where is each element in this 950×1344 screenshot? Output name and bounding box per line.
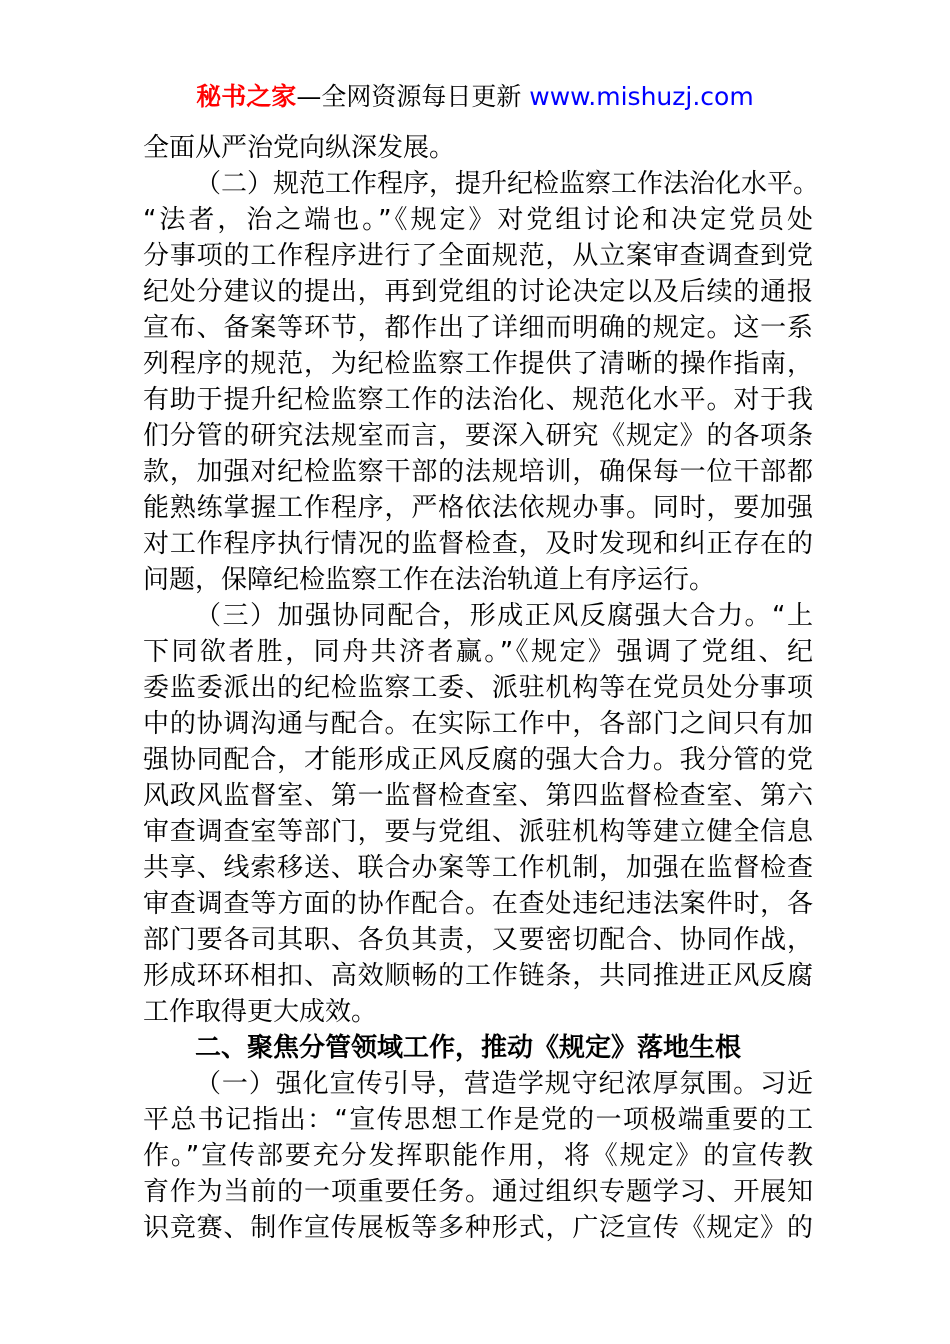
text-line: 下同欲者胜，同舟共济者赢。”《规定》强调了党组、纪 <box>143 637 813 667</box>
text-line: 形成环环相扣、高效顺畅的工作链条，共同推进正风反腐 <box>143 961 813 991</box>
site-header <box>0 80 950 114</box>
site-brand: 秘书之家 <box>196 82 297 111</box>
text-line: 宣布、备案等环节，都作出了详细而明确的规定。这一系 <box>143 313 813 343</box>
text-line: 审查调查等方面的协作配合。在查处违纪违法案件时，各 <box>143 889 813 919</box>
document-body <box>143 130 820 1246</box>
text-line: 共享、线索移送、联合办案等工作机制，加强在监督检查 <box>143 853 813 883</box>
text-line: 平总书记指出：“宣传思想工作是党的一项极端重要的工 <box>143 1105 813 1135</box>
text-line: （一）强化宣传引导，营造学规守纪浓厚氛围。习近 <box>195 1069 813 1099</box>
text-line: 作。”宣传部要充分发挥职能作用，将《规定》的宣传教 <box>143 1141 813 1171</box>
text-line: 款，加强对纪检监察干部的法规培训，确保每一位干部都 <box>143 457 813 487</box>
text-line: （三）加强协同配合，形成正风反腐强大合力。“上 <box>195 601 813 631</box>
text-line: 委监委派出的纪检监察工委、派驻机构等在党员处分事项 <box>143 673 813 703</box>
text-line: 风政风监督室、第一监督检查室、第四监督检查室、第六 <box>143 781 813 811</box>
text-line: 部门要各司其职、各负其责，又要密切配合、协同作战， <box>143 925 813 955</box>
text-line: 纪处分建议的提出，再到党组的讨论决定以及后续的通报 <box>143 277 813 307</box>
site-url-link[interactable]: www.mishuzj.com <box>529 82 754 111</box>
text-line: （二）规范工作程序，提升纪检监察工作法治化水平。 <box>195 169 820 199</box>
text-line: 审查调查室等部门，要与党组、派驻机构等建立健全信息 <box>143 817 813 847</box>
text-line: 中的协调沟通与配合。在实际工作中，各部门之间只有加 <box>143 709 813 739</box>
text-line: 能熟练掌握工作程序，严格依法依规办事。同时，要加强 <box>143 493 813 523</box>
text-line: 育作为当前的一项重要任务。通过组织专题学习、开展知 <box>143 1177 813 1207</box>
text-line: “法者，治之端也。”《规定》对党组讨论和决定党员处 <box>143 205 813 235</box>
text-line: 工作取得更大成效。 <box>143 997 378 1027</box>
text-line: 们分管的研究法规室而言，要深入研究《规定》的各项条 <box>143 421 813 451</box>
text-line: 列程序的规范，为纪检监察工作提供了清晰的操作指南， <box>143 349 813 379</box>
text-line: 强协同配合，才能形成正风反腐的强大合力。我分管的党 <box>143 745 813 775</box>
text-line: 全面从严治党向纵深发展。 <box>143 133 456 163</box>
section-heading: 二、聚焦分管领域工作，推动《规定》落地生根 <box>195 1033 742 1063</box>
text-line: 分事项的工作程序进行了全面规范，从立案审查调查到党 <box>143 241 813 271</box>
text-line: 有助于提升纪检监察工作的法治化、规范化水平。对于我 <box>143 385 813 415</box>
text-line: 问题，保障纪检监察工作在法治轨道上有序运行。 <box>143 565 716 595</box>
text-line: 对工作程序执行情况的监督检查，及时发现和纠正存在的 <box>143 529 813 559</box>
text-line: 识竞赛、制作宣传展板等多种形式，广泛宣传《规定》的 <box>143 1213 813 1243</box>
site-tagline: —全网资源每日更新 <box>296 82 530 111</box>
